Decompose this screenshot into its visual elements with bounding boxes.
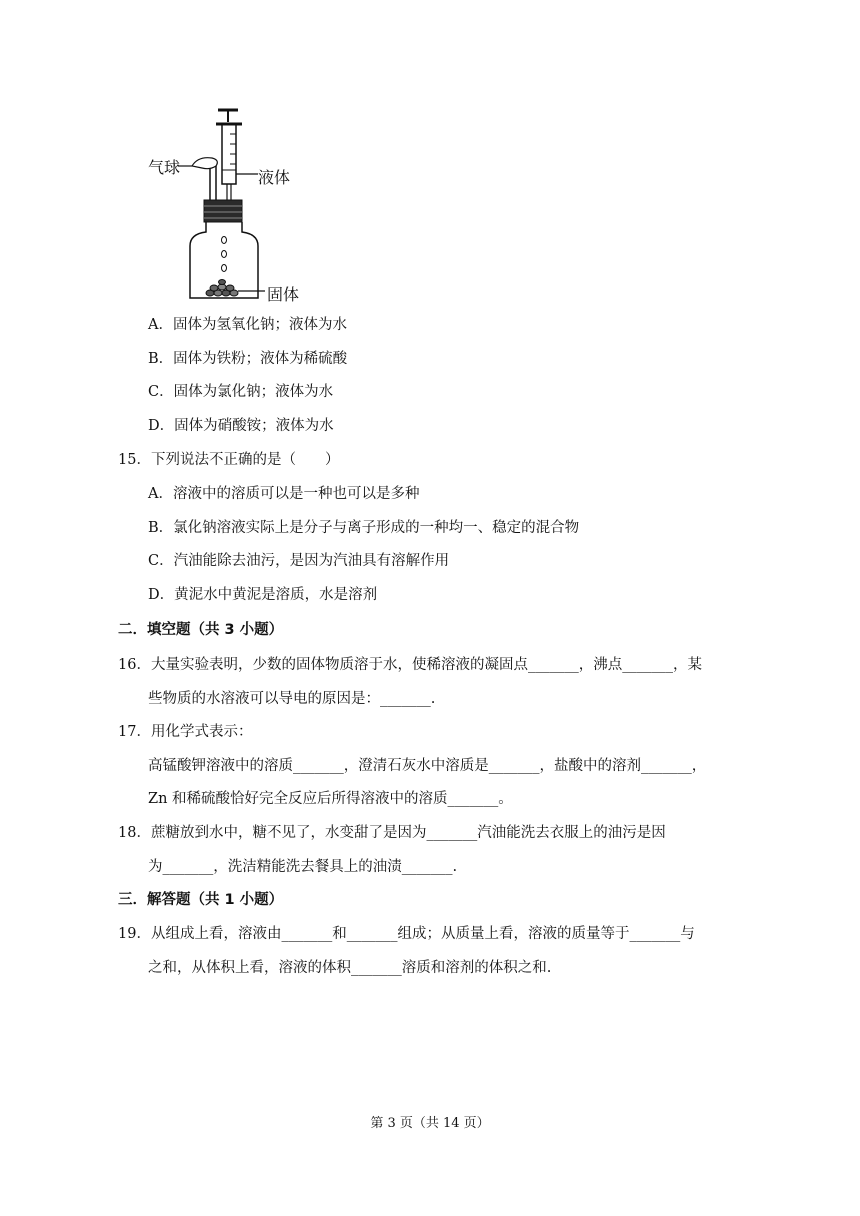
section-heading-fill-in: 二．填空题（共 3 小题） <box>118 622 284 638</box>
q14-option-c: C．固体为氯化钠；液体为水 <box>148 384 334 400</box>
apparatus-diagram <box>140 100 320 305</box>
q15-option-a: A．溶液中的溶质可以是一种也可以是多种 <box>148 486 420 502</box>
q14-option-b: B．固体为铁粉；液体为稀硫酸 <box>148 351 348 367</box>
q15-option-c: C．汽油能除去油污，是因为汽油具有溶解作用 <box>148 553 450 569</box>
liquid-label: 液体 <box>258 168 291 187</box>
q18-line1: 18．蔗糖放到水中，糖不见了，水变甜了是因为_______汽油能洗去衣服上的油污是因 <box>118 825 666 841</box>
q17-line1: 17．用化学式表示： <box>118 724 253 740</box>
q18-line2: 为_______，洗洁精能洗去餐具上的油渍_______. <box>148 859 458 875</box>
q17-line3: Zn 和稀硫酸恰好完全反应后所得溶液中的溶质_______。 <box>148 791 513 807</box>
q14-option-d: D．固体为硝酸铵；液体为水 <box>148 418 334 434</box>
q16-line1: 16．大量实验表明，少数的固体物质溶于水，使稀溶液的凝固点_______，沸点_______，某 <box>118 657 702 673</box>
q15-option-d: D．黄泥水中黄泥是溶质，水是溶剂 <box>148 587 378 603</box>
solid-label: 固体 <box>267 285 300 304</box>
q19-line1: 19．从组成上看，溶液由_______和_______组成；从质量上看，溶液的质量等于_______与 <box>118 926 695 942</box>
q16-line2: 些物质的水溶液可以导电的原因是：_______. <box>148 691 436 707</box>
balloon-label: 气球 <box>148 158 181 177</box>
q15-option-b: B．氯化钠溶液实际上是分子与离子形成的一种均一、稳定的混合物 <box>148 520 580 536</box>
q17-line2: 高锰酸钾溶液中的溶质_______，澄清石灰水中溶质是_______，盐酸中的溶剂_______， <box>148 758 707 774</box>
apparatus-figure <box>140 100 320 305</box>
page-footer: 第 3 页（共 14 页） <box>370 1116 490 1131</box>
q14-option-a: A．固体为氢氧化钠；液体为水 <box>148 317 347 333</box>
section-heading-answer: 三．解答题（共 1 小题） <box>118 892 284 908</box>
q15-stem: 15．下列说法不正确的是（ ） <box>118 452 340 468</box>
q19-line2: 之和，从体积上看，溶液的体积_______溶质和溶剂的体积之和. <box>148 960 552 976</box>
